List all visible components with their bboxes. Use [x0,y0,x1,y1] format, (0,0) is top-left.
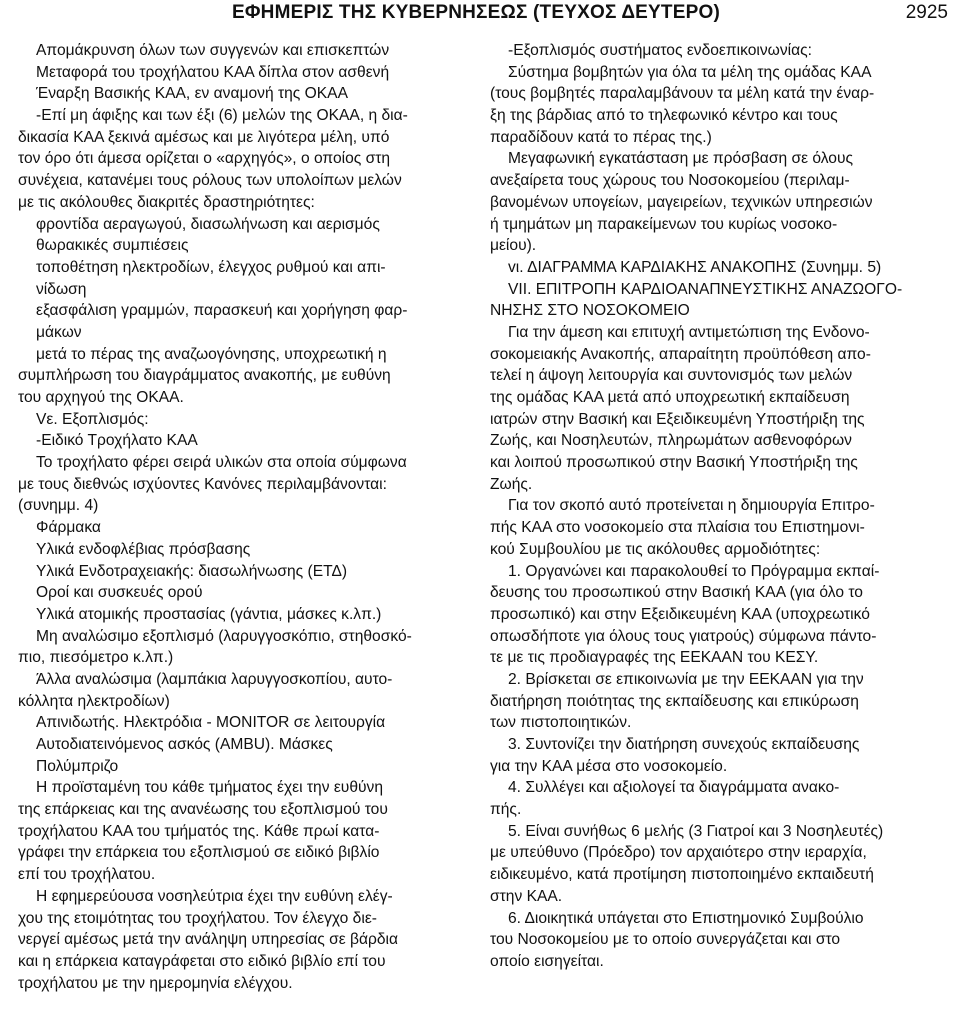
text-line: μείου). [490,237,537,255]
text-line: Η εφημερεύουσα νοσηλεύτρια έχει την ευθύνη ελέγ- [36,887,393,905]
text-line: VII. ΕΠΙΤΡΟΠΗ ΚΑΡΔΙΟΑΝΑΠΝΕΥΣΤΙΚΗΣ ΑΝΑΖΩΟΓΟ- [508,280,903,298]
text-line: ανεξαίρετα τους χώρους του Νοσοκομείου (περιλαμ- [490,172,850,190]
text-line: τε με τις προδιαγραφές της ΕΕΚΑΑΝ του ΚΕΣΥ. [490,649,819,667]
text-line: Vε. Εξοπλισμός: [36,410,149,428]
text-line: vι. ΔΙΑΓΡΑΜΜΑ ΚΑΡΔΙΑΚΗΣ ΑΝΑΚΟΠΗΣ (Συνημμ. 5) [508,258,882,276]
text-line: με τις ακόλουθες διακριτές δραστηριότητες: [18,193,315,211]
text-line: φροντίδα αεραγωγού, διασωλήνωση και αερισμός [36,215,380,233]
text-line: 2. Βρίσκεται σε επικοινωνία με την ΕΕΚΑΑΝ για την [508,670,864,688]
text-line: ΝΗΣΗΣ ΣΤΟ ΝΟΣΟΚΟΜΕΙΟ [490,302,690,320]
text-line: οποίο εισηγείται. [490,952,604,970]
text-line: των πιστοποιητικών. [490,714,632,732]
page-number: 2925 [905,2,948,23]
text-line: Απινιδωτής. Ηλεκτρόδια - MONITOR σε λειτουργία [36,714,386,732]
text-line: Μεγαφωνική εγκατάσταση με πρόσβαση σε όλους [508,150,854,168]
text-line: δευσης του προσωπικού στην Βασική ΚΑΑ (για όλο το [490,584,863,602]
text-line: κόλλητα ηλεκτροδίων) [18,692,170,710]
text-line: τοποθέτηση ηλεκτροδίων, έλεγχος ρυθμού και απι- [36,258,386,276]
text-line: 6. Διοικητικά υπάγεται στο Επιστημονικό Συμβούλιο [508,909,864,927]
text-line: 5. Είναι συνήθως 6 μελής (3 Γιατροί και 3 Νοσηλευτές) [508,822,884,840]
text-line: συνέχεια, κατανέμει τους ρόλους των υπολοίπων μελών [18,172,402,190]
text-line: μετά το πέρας της αναζωογόνησης, υποχρεωτική η [36,345,387,363]
text-line: θωρακικές συμπιέσεις [36,237,189,255]
text-line: Το τροχήλατο φέρει σειρά υλικών στα οποία σύμφωνα [36,454,407,472]
text-line: νεργεί αμέσως μετά την ανάληψη υπηρεσίας σε βάρδια [18,931,399,949]
text-line: Για τον σκοπό αυτό προτείνεται η δημιουργία Επιτρο- [508,497,875,515]
text-line: -Επί μη άφιξης και των έξι (6) μελών της ΟΚΑΑ, η δια- [36,107,408,125]
left-column [18,40,468,994]
right-column [490,40,950,973]
text-line: τελεί η άψογη λειτουργία και συντονισμός των μελών [490,367,853,385]
page-header [0,0,960,30]
text-line: εξασφάλιση γραμμών, παρασκευή και χορήγηση φαρ- [36,302,408,320]
text-line: τον όρο ότι άμεσα ορίζεται ο «αρχηγός», ο οποίος στη [18,150,391,168]
text-line: του Νοσοκομείου με το οποίο συνεργάζεται και στο [490,931,841,949]
text-line: σοκομειακής Ανακοπής, απαραίτητη προϋπόθεση απο- [490,345,871,363]
text-line: πής ΚΑΑ στο νοσοκομείο στα πλαίσια του Επιστημονι- [490,519,865,537]
text-line: ειδικευμένο, κατά προτίμηση πιστοποιημένο εκπαιδευτή [490,866,874,884]
text-line: για την ΚΑΑ μέσα στο νοσοκομείο. [490,757,728,775]
text-line: δικασία ΚΑΑ ξεκινά αμέσως και με λιγότερα μέλη, υπό [18,128,390,146]
text-line: Υλικά Ενδοτραχειακής: διασωλήνωσης (ΕΤΔ) [36,562,348,580]
text-line: τροχήλατου ΚΑΑ του τμήματός της. Κάθε πρωί κατα- [18,822,380,840]
text-line: της επάρκειας και της ανανέωσης του εξοπλισμού του [18,801,388,819]
text-line: συμπλήρωση του διαγράμματος ανακοπής, με ευθύνη [18,367,391,385]
text-line: προσωπικό) και στην Εξειδικευμένη ΚΑΑ (υποχρεωτικό [490,605,870,623]
text-line: Σύστημα βομβητών για όλα τα μέλη της ομάδας ΚΑΑ [508,63,872,81]
text-line: Ζωής. [490,475,533,493]
text-line: οπωσδήποτε για όλους τους γιατρούς) σύμφωνα πάντο- [490,627,877,645]
text-line: ιατρών στην Βασική και Εξειδικευμένη Υποστήριξη της [490,410,865,428]
text-line: Φάρμακα [36,519,101,537]
text-line: Έναρξη Βασικής ΚΑΑ, εν αναμονή της ΟΚΑΑ [36,85,348,103]
text-line: (τους βομβητές παραλαμβάνουν τα μέλη κατά την έναρ- [490,85,875,103]
text-line: της ομάδας ΚΑΑ μετά από υποχρεωτική εκπαίδευση [490,389,850,406]
text-line: του αρχηγού της ΟΚΑΑ. [18,389,184,406]
text-line: στην ΚΑΑ. [490,887,563,905]
text-line: και η επάρκεια καταγράφεται στο ειδικό βιβλίο επί του [18,952,386,970]
text-line: Μη αναλώσιμο εξοπλισμό (λαρυγγοσκόπιο, στηθοσκό- [36,627,412,645]
text-line: μάκων [36,323,82,341]
text-line: Η προϊσταμένη του κάθε τμήματος έχει την ευθύνη [36,779,383,797]
text-line: Ζωής, και Νοσηλευτών, πληρωμάτων ασθενοφόρων [490,432,852,450]
text-line: Άλλα αναλώσιμα (λαμπάκια λαρυγγοσκοπίου, αυτο- [36,670,393,688]
text-line: Απομάκρυνση όλων των συγγενών και επισκεπτών [36,42,390,59]
text-line: με τους διεθνώς ισχύοντες Κανόνες περιλαμβάνονται: [18,475,387,493]
text-line: επί του τροχήλατου. [18,866,156,884]
text-line: τροχήλατου με την ημερομηνία ελέγχου. [18,974,293,992]
text-line: 4. Συλλέγει και αξιολογεί τα διαγράμματα ανακο- [508,779,840,797]
text-line: γράφει την επάρκεια του εξοπλισμού σε ειδικό βιβλίο [18,844,380,862]
text-line: Υλικά ατομικής προστασίας (γάντια, μάσκες κ.λπ.) [36,605,382,623]
text-line: νίδωση [36,280,87,298]
text-line: Υλικά ενδοφλέβιας πρόσβασης [36,540,251,558]
text-line: βανομένων υπογείων, μαγειρείων, τεχνικών υπηρεσιών [490,193,873,211]
text-line: χου της ετοιμότητας του τροχήλατου. Τον έλεγχο διε- [18,909,377,927]
gazette-title: ΕΦΗΜΕΡΙΣ ΤΗΣ ΚΥΒΕΡΝΗΣΕΩΣ (ΤΕΥΧΟΣ ΔΕΥΤΕΡΟ) [232,2,720,23]
text-line: Αυτοδιατεινόμενος ασκός (AMBU). Μάσκες [36,736,333,753]
text-line: παραδίδουν κατά το πέρας της.) [490,128,712,146]
text-line: πιο, πιεσόμετρο κ.λπ.) [18,649,174,667]
text-line: Πολύμπριζο [36,757,119,775]
text-line: 1. Οργανώνει και παρακολουθεί το Πρόγραμμα εκπαί- [508,562,880,580]
text-line: Για την άμεση και επιτυχή αντιμετώπιση της Ενδονο- [508,323,870,341]
text-line: κού Συμβουλίου με τις ακόλουθες αρμοδιότητες: [490,540,821,558]
text-line: -Ειδικό Τροχήλατο ΚΑΑ [36,432,198,450]
text-line: πής. [490,801,522,819]
text-line: Οροί και συσκευές ορού [36,584,203,602]
text-line: Μεταφορά του τροχήλατου ΚΑΑ δίπλα στον ασθενή [36,63,390,81]
text-line: -Εξοπλισμός συστήματος ενδοεπικοινωνίας: [508,42,812,59]
text-line: (συνημμ. 4) [18,497,99,515]
text-line: με υπεύθυνο (Πρόεδρο) τον αρχαιότερο στην ιεραρχία, [490,844,867,862]
text-line: ή τμημάτων μη παρακείμενων του κυρίως νοσοκο- [490,215,838,233]
text-line: 3. Συντονίζει την διατήρηση συνεχούς εκπαίδευσης [508,736,860,753]
text-line: διατήρηση ποιότητας της εκπαίδευσης και επικύρωση [490,692,859,710]
text-line: ξη της βάρδιας από το τηλεφωνικό κέντρο και τους [490,107,838,125]
text-line: και λοιπού προσωπικού στην Βασική Υποστήριξη της [490,454,858,472]
